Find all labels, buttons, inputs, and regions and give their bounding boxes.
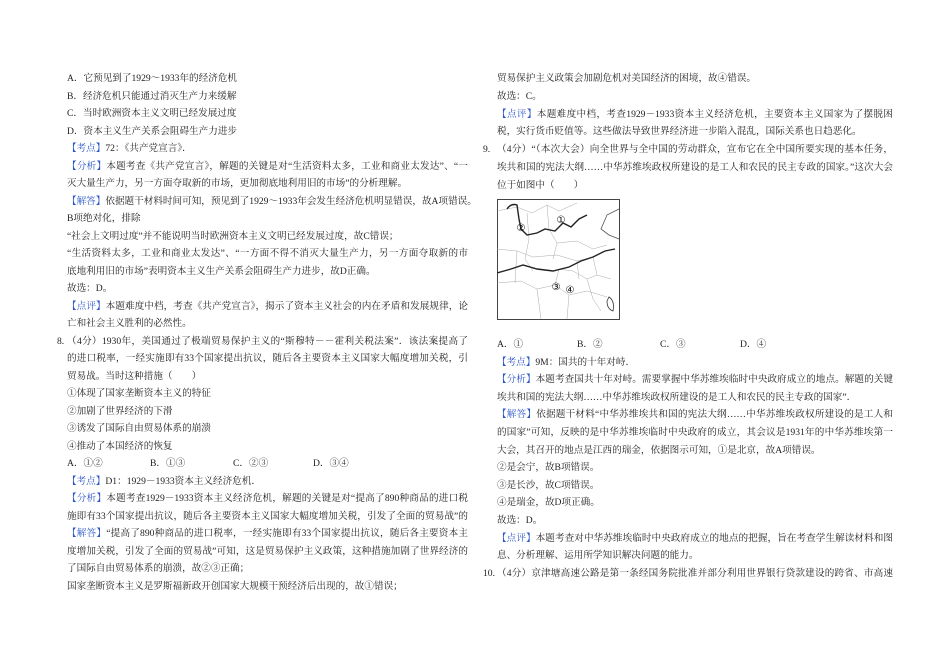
text-line [497, 567, 893, 580]
line-text: 贸易战。当时这种措施（ ） [67, 370, 202, 382]
line-text: 贸易保护主义政策会加剧危机对美国经济的困境，故④错误。 [497, 73, 757, 84]
line-text: 本题考查国共十年对峙。需要掌握中华苏维埃临时中央政府成立的地点。解题的关键 [535, 374, 893, 386]
section-tag: 【考点】 [67, 143, 106, 154]
text-line [67, 492, 468, 505]
text-line [497, 125, 862, 138]
text-line [67, 142, 192, 155]
line-text: 的国家”可知，反映的是中华苏维埃临时中央政府的成立，其会议是1931年的中华苏维埃第一 [497, 427, 893, 438]
text-line [67, 72, 237, 85]
text-line [497, 496, 600, 509]
text-line [497, 90, 542, 103]
answer-option: D．④ [740, 339, 767, 350]
line-text: 埃共和国的宪法大纲……中华苏维埃政权所建设的是工人和农民的民主专政的国家。”这次大会 [497, 162, 893, 173]
line-text: “社会上文明过度”并不能说明当时欧洲资本主义文明已经发展过度，故C错误； [67, 230, 399, 242]
text-line [497, 143, 893, 156]
line-text: ①体现了国家垄断资本主义的特征 [67, 388, 211, 399]
line-text: 故选：D。 [67, 283, 113, 294]
question-number: 10. [483, 567, 495, 579]
text-line [67, 300, 468, 313]
line-text: 故选：D。 [497, 515, 543, 526]
section-tag: 【点评】 [497, 108, 537, 120]
line-text: ②加剧了世界经济的下滑 [67, 405, 173, 417]
text-line [497, 108, 893, 121]
line-text: 的进口税率，一经实施即有33个国家提出抗议，随后各主要资本主义国家大幅度增加关税，引 [67, 353, 468, 364]
line-text: 本题难度中档，考查《共产党宣言》，揭示了资本主义社会的内在矛盾和发展规律，论 [105, 300, 468, 312]
line-text: 税，实行货币贬值等。这些做法导致世界经济进一步陷入混乱，国际关系也日趋恶化。 [497, 126, 862, 138]
line-text: （4分）京津塘高速公路是第一条经国务院批准并部分利用世界银行贷款建设的跨省、市高速 [497, 567, 893, 579]
map-marker-3: ③ [551, 282, 561, 293]
answer-option: A．①② [67, 458, 103, 469]
line-text: 度增加关税，引发了全面的贸易战”可知，这是贸易保护主义政策，这种措施加剧了世界经济的 [67, 545, 468, 557]
line-text: “提高了890种商品的进口税率，一经实施即有33个国家提出抗议，随后各主要资本主 [106, 528, 468, 539]
answer-option: B．② [577, 339, 603, 350]
text-line [497, 356, 635, 369]
line-text: B项绝对化，排除 [67, 213, 141, 224]
text-line [67, 440, 173, 453]
line-text: 了国际自由贸易体系的崩溃，故②③正确； [67, 563, 250, 574]
line-text: 故选：C。 [497, 90, 542, 102]
text-line [67, 317, 192, 330]
text-line [67, 247, 468, 260]
line-text: 本题考查对中华苏维埃临时中央政府成立的地点的把握，旨在考查学生解读材料和图 [535, 532, 893, 544]
text-line [497, 391, 856, 404]
text-line [497, 549, 698, 562]
text-line [67, 352, 468, 365]
text-line [67, 580, 403, 593]
line-text: 位于如图中（ ） [497, 179, 584, 191]
line-text: 9M：国共的十年对峙． [535, 356, 636, 368]
text-line [497, 179, 583, 192]
line-text: A．它预见到了1929～1933年的经济危机 [67, 73, 238, 84]
answer-option: A．① [497, 339, 524, 350]
line-text: 72：《共产党宣言》． [105, 143, 192, 154]
map-marker-2: ② [516, 223, 526, 234]
line-text: 施即有33个国家提出抗议，随后各主要资本主义国家大幅度增加关税，引发了全面的贸易战”的 [67, 510, 468, 522]
text-line [497, 72, 756, 85]
text-line [497, 426, 893, 439]
section-tag: 【分析】 [67, 160, 107, 172]
section-tag: 【点评】 [497, 532, 536, 544]
text-line [67, 562, 249, 575]
text-line [67, 527, 468, 540]
line-text: 息、分析理解、运用所学知识解决问题的能力。 [497, 550, 699, 562]
line-text: 国家垄断资本主义是罗斯福新政开创国家大规模干预经济后出现的，故①错误； [67, 580, 403, 592]
line-text: （4分）“（本次大会）向全世界与全中国的劳动群众，宣布它在全中国所要实现的基本任务， [497, 144, 893, 156]
question-number: 9. [483, 144, 491, 156]
line-text: 本题考查《共产党宣言》，解题的关键是对“生活资料太多，工业和商业太发达”、“一 [106, 160, 468, 172]
answer-option: C．②③ [233, 458, 269, 469]
question-number: 8. [57, 335, 65, 347]
line-text: 底地利用旧的市场”表明资本主义生产关系会阻碍生产力进步，故D正确。 [67, 265, 376, 277]
line-text: 灭大量生产力，另一方面夺取新的市场，更加彻底地利用旧的市场”的分析理解。 [67, 178, 408, 189]
text-line [67, 230, 399, 243]
line-text: （4分）1930年，美国通过了极端贸易保护主义的“斯穆特－－霍利关税法案”．该法案提高了 [67, 335, 468, 347]
text-line [497, 514, 542, 527]
line-text: 亡和社会主义胜利的必然性。 [67, 318, 192, 329]
section-tag: 【考点】 [67, 475, 106, 487]
section-tag: 【分析】 [67, 493, 107, 504]
text-line [67, 387, 211, 400]
text-line [67, 195, 477, 208]
map-marker-4: ④ [565, 285, 575, 296]
text-line [67, 370, 201, 383]
line-text: 依据题干材料时间可知，预见到了1929～1933年会发生经济危机明显错误，故A项错误。 [105, 195, 477, 207]
line-text: D1：1929－1933资本主义经济危机． [105, 475, 262, 487]
text-line [67, 510, 468, 523]
section-tag: 【点评】 [67, 300, 106, 312]
line-text: 本题难度中档，考查1929－1933资本主义经济危机，主要资本主义国家为了摆脱困 [536, 108, 893, 120]
line-text: ④是瑞金，故D项正确。 [497, 497, 600, 509]
section-tag: 【解答】 [67, 195, 106, 207]
line-text: 埃共和国的宪法大纲……中华苏维埃政权所建设的是工人和农民的民主专政的国家”． [497, 391, 857, 403]
line-text: ②是会宁，故B项错误。 [497, 462, 600, 474]
line-text: 大会，其召开的地点是江西的瑞金，依据图示可知，①是北京，故A项错误。 [497, 444, 821, 456]
text-line [497, 461, 599, 474]
text-line [67, 212, 141, 225]
text-line [67, 160, 468, 173]
text-line [67, 422, 211, 435]
line-text: 依据题干材料“中华苏维埃共和国的宪法大纲……中华苏维埃政权所建设的是工人和 [536, 409, 893, 421]
line-text: D．资本主义生产关系会阻碍生产力进步 [67, 125, 238, 137]
line-text: ④推动了本国经济的恢复 [67, 440, 173, 452]
section-tag: 【考点】 [497, 356, 536, 368]
line-text: B．经济危机只能通过消灭生产力来缓解 [67, 90, 237, 102]
line-text: ③诱发了国际自由贸易体系的崩溃 [67, 423, 211, 434]
line-text: C．当时欧洲资本主义文明已经发展过度 [67, 108, 237, 119]
text-line [67, 405, 173, 418]
text-line [67, 125, 237, 138]
text-line [497, 479, 599, 492]
line-text: ③是长沙，故C项错误。 [497, 479, 600, 491]
line-text: “生活资料太多，工业和商业太发达”、“一方面不得不消灭大量生产力，另一方面夺取新的市 [67, 248, 468, 259]
text-line [497, 532, 893, 545]
text-line [67, 107, 237, 120]
answer-option: D．③④ [313, 458, 349, 469]
text-line [67, 90, 237, 103]
text-line [67, 545, 468, 558]
answer-option: B．①③ [150, 458, 186, 469]
answer-option: C．③ [660, 339, 686, 350]
section-tag: 【解答】 [497, 409, 537, 421]
text-line [497, 373, 893, 386]
section-tag: 【解答】 [67, 528, 107, 539]
text-line [497, 408, 893, 421]
china-map-figure [497, 199, 620, 320]
line-text: 本题考查1929－1933资本主义经济危机，解题的关键是对“提高了890种商品的进口税 [106, 493, 468, 504]
text-line [67, 265, 376, 278]
text-line [67, 282, 112, 295]
text-line [67, 335, 468, 348]
text-line [497, 161, 893, 174]
text-line [67, 475, 261, 488]
section-tag: 【分析】 [497, 374, 536, 386]
text-line [67, 177, 407, 190]
map-marker-1: ① [556, 215, 566, 226]
text-line [497, 444, 821, 457]
